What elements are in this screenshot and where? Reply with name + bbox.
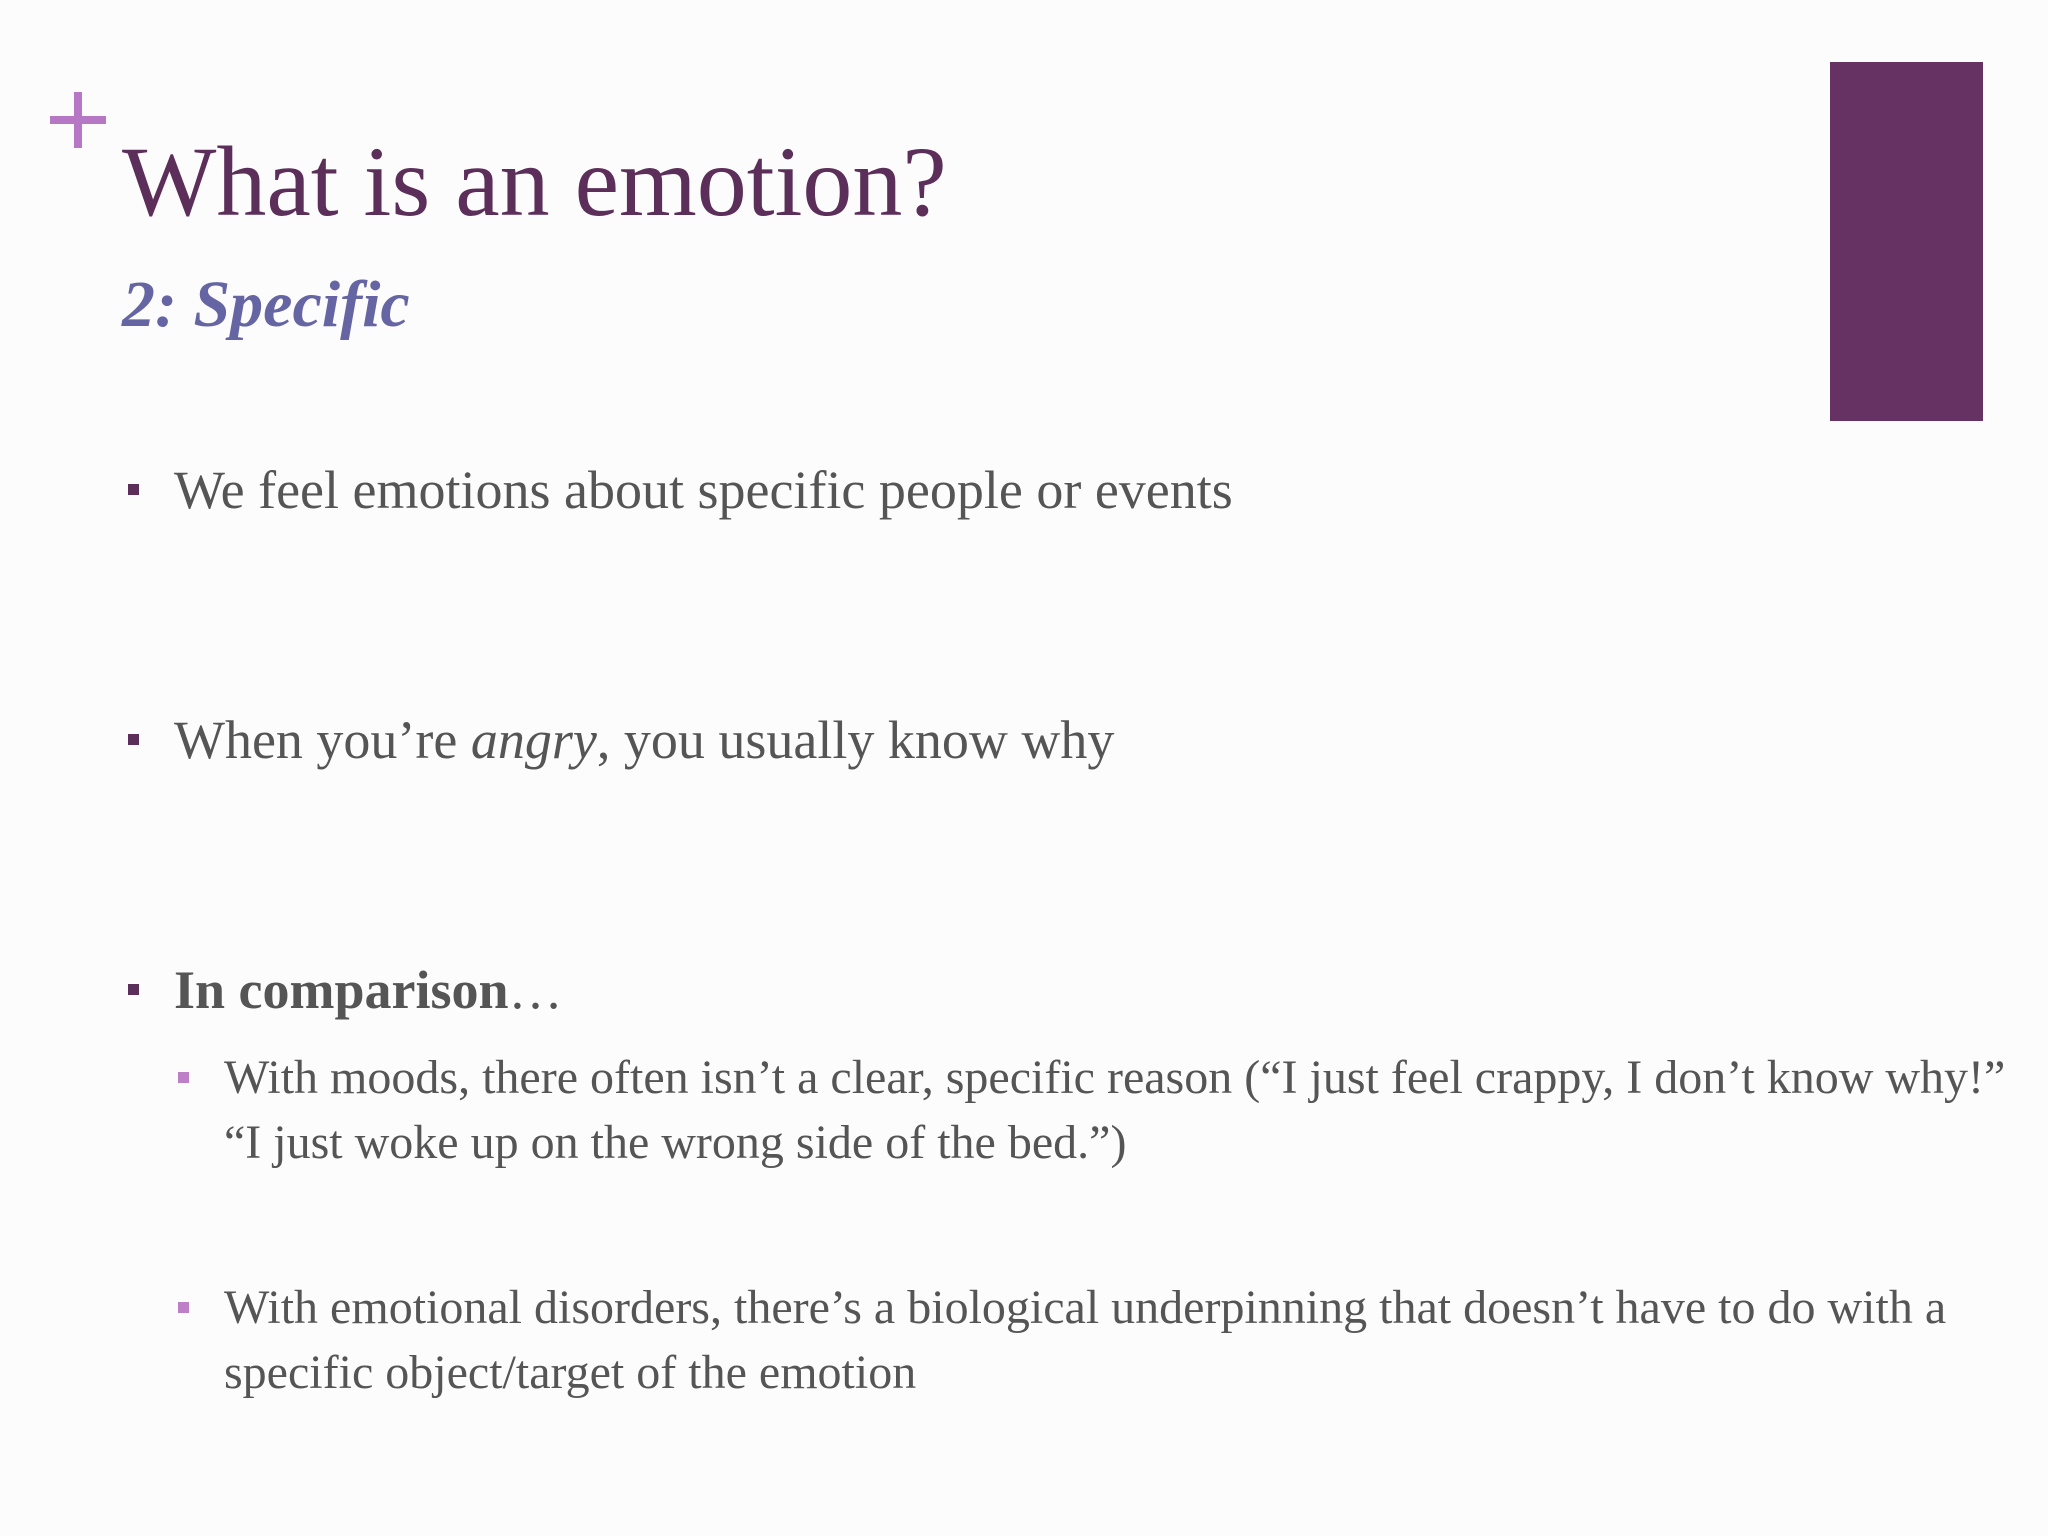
bullet-lead: In comparison [174,960,509,1020]
slide-title: What is an emotion? [122,126,947,237]
bullet-text: We feel emotions about specific people or events [174,460,1233,520]
square-bullet-icon [128,484,139,495]
plus-icon [50,92,106,148]
bullet-text-start: When you’re [174,710,471,770]
sub-bullet-text: With moods, there often isn’t a clear, specific reason (“I just feel crappy, I don’t know why!” “I just woke up on the wrong side of the bed.”) [224,1051,2006,1169]
bullet-text [174,958,563,1022]
square-bullet-icon [128,734,139,745]
bullet-text-end: , you usually know why [596,710,1115,770]
bullet-ellipsis: … [508,960,563,1020]
square-bullet-icon [178,1302,189,1313]
bullet-text [174,708,1114,772]
bullet-emphasis: angry [470,710,597,770]
slide-subtitle: 2: Specific [122,268,410,341]
sub-bullet-text: With emotional disorders, there’s a biological underpinning that doesn’t have to do with a specific object/target of the emotion [224,1281,1947,1399]
square-bullet-icon [178,1072,189,1083]
square-bullet-icon [128,984,139,995]
accent-bar [1830,62,1983,421]
